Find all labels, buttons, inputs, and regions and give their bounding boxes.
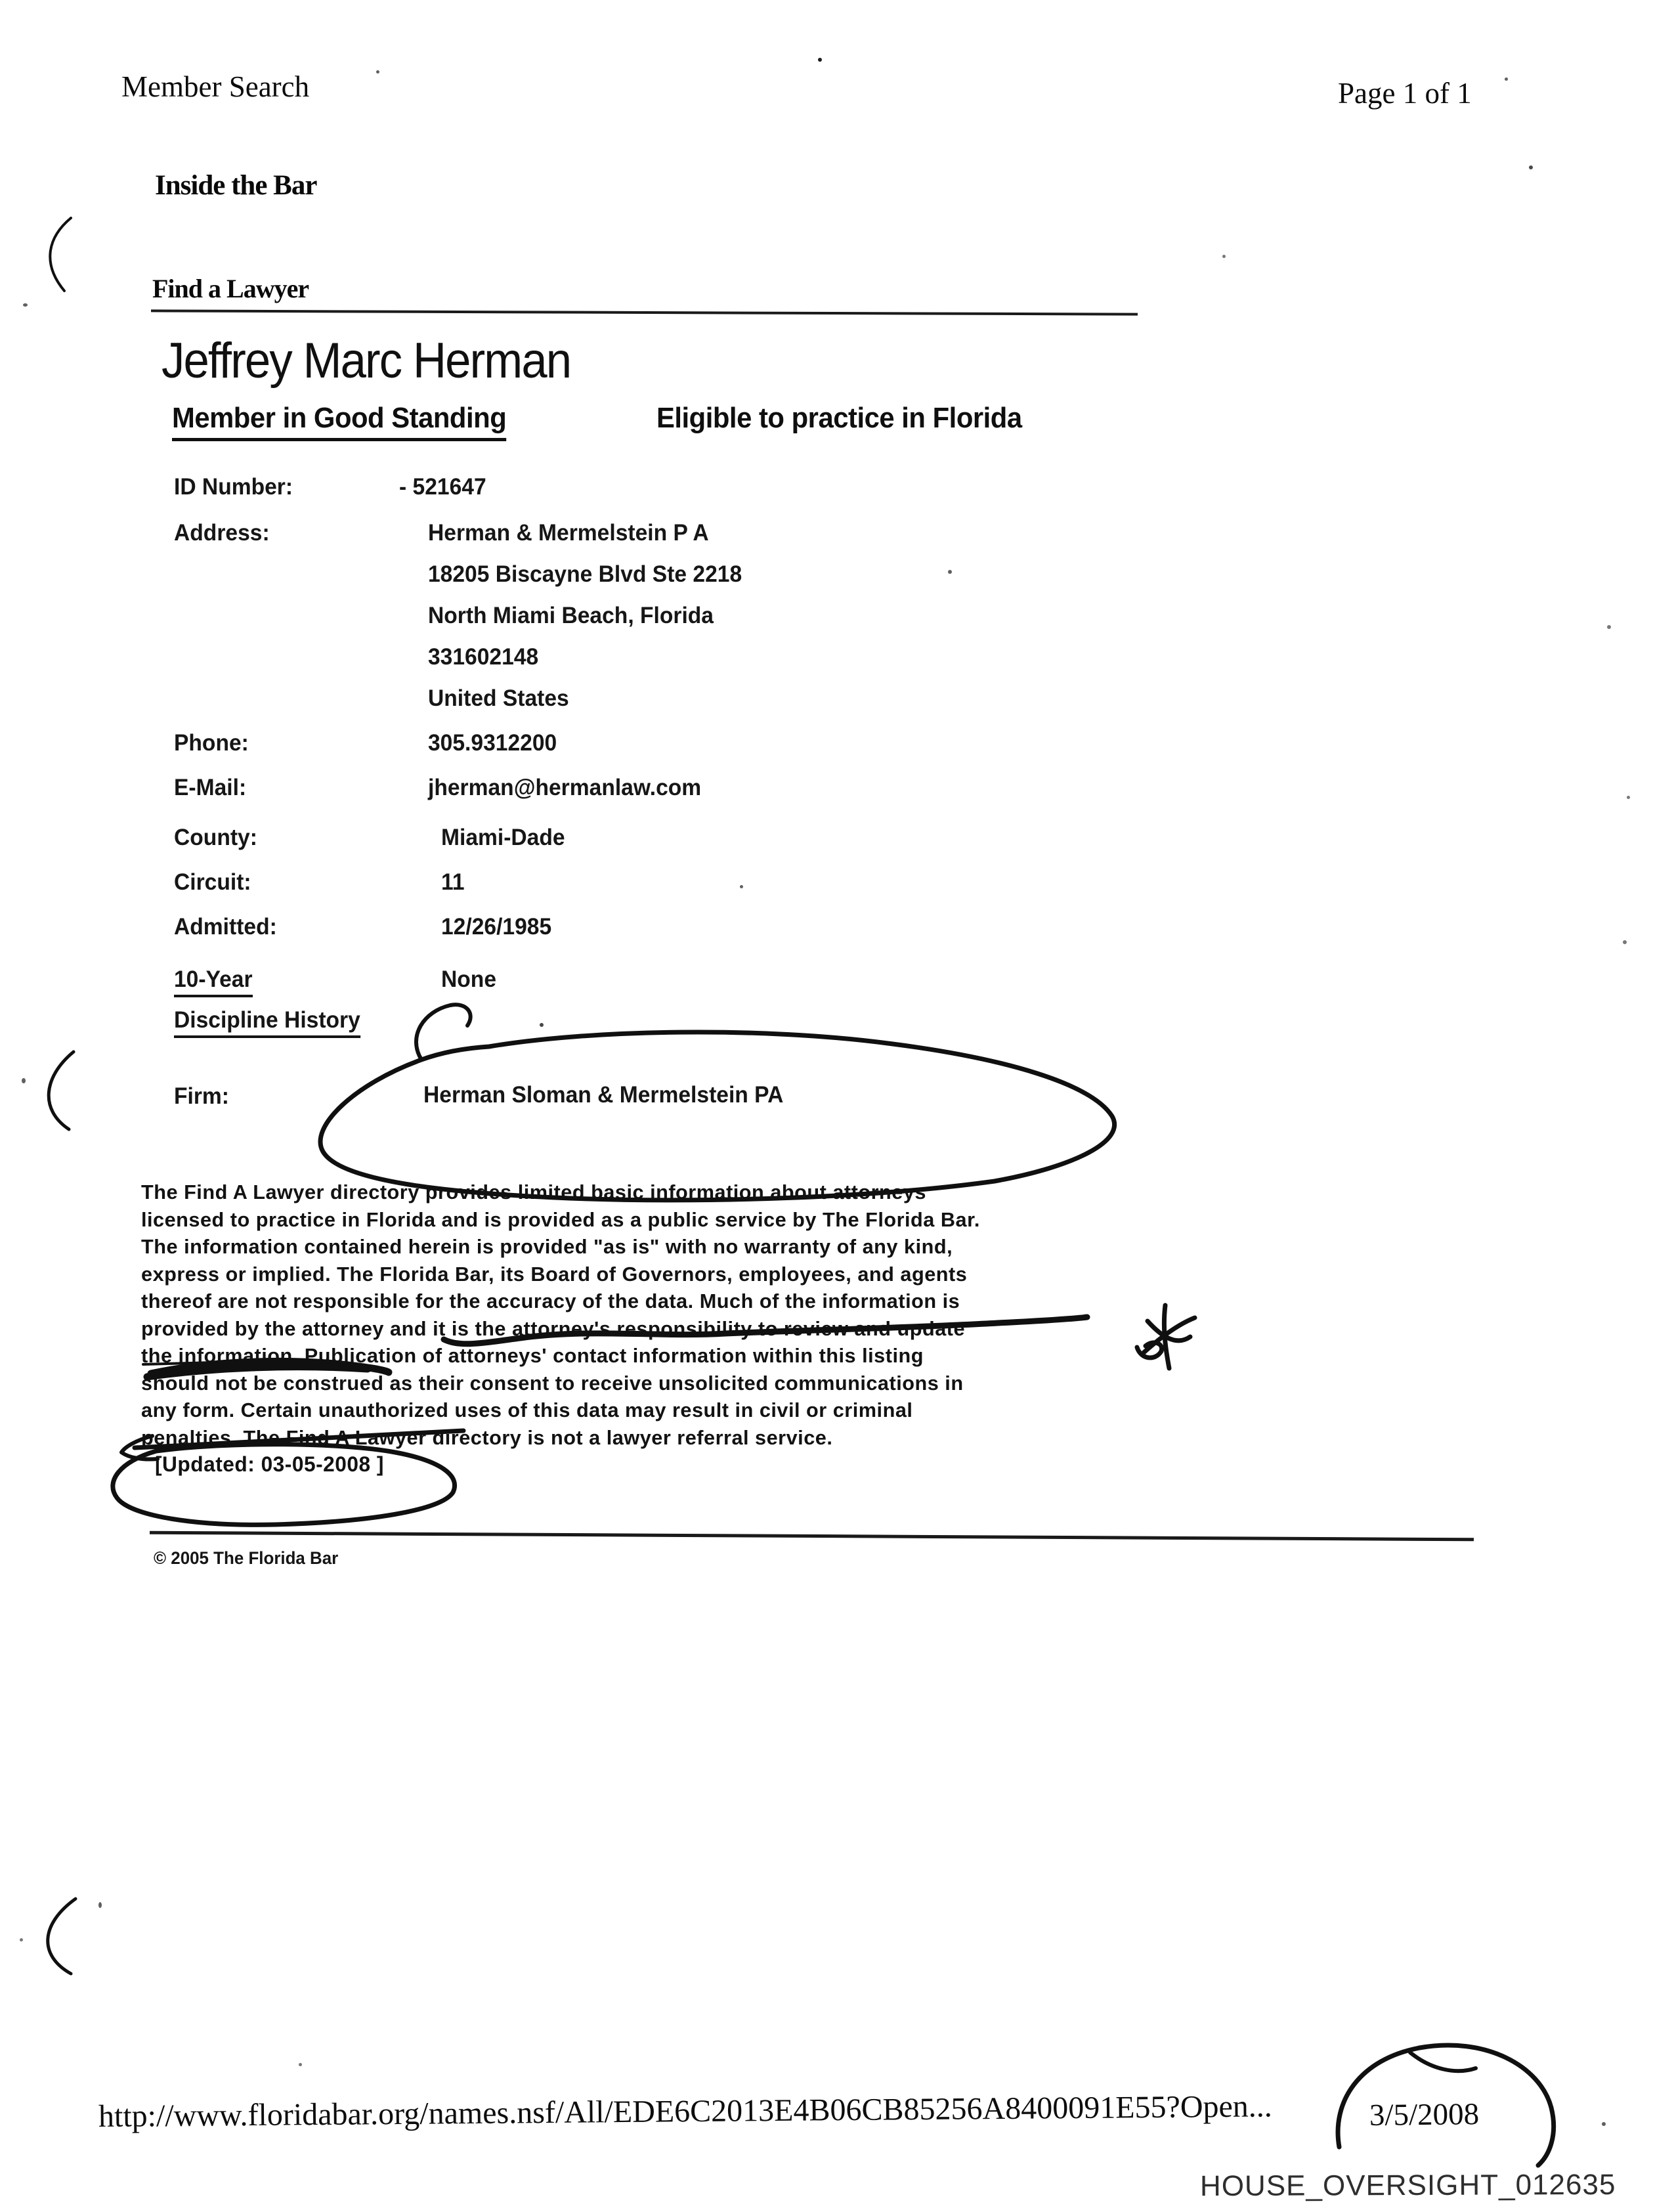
disclaimer-line: The Find A Lawyer directory provides limited basic information about attorneys [141,1181,926,1204]
field-value-circuit: 11 [441,869,465,895]
discipline-history-value: None [441,966,496,992]
field-label-email: E-Mail: [174,775,247,800]
member-name: Jeffrey Marc Herman [161,333,571,389]
asterisk-annotation [1137,1305,1195,1368]
field-label-phone: Phone: [174,730,249,756]
disclaimer-line: should not be construed as their consent to receive unsolicited communications in [141,1372,964,1395]
firm-value: Herman Sloman & Mermelstein PA [423,1082,784,1108]
field-label-circuit: Circuit: [174,869,251,895]
bates-number: HOUSE_OVERSIGHT_012635 [1199,2168,1616,2203]
disclaimer-line: provided by the attorney and it is the attorney's responsibility to review and update [141,1317,966,1340]
field-label-admitted: Admitted: [174,914,277,940]
field-label-county: County: [174,825,257,850]
field-label-address: Address: [174,520,270,546]
scan-noise-dot [1505,77,1508,81]
scan-noise-dot [1222,255,1226,258]
disclaimer-line: express or implied. The Florida Bar, its Board of Governors, employees, and agents [141,1263,968,1286]
disclaimer-line: any form. Certain unauthorized uses of this data may result in civil or criminal [141,1399,913,1421]
address-line: United States [428,685,569,711]
disclaimer-line: licensed to practice in Florida and is provided as a public service by The Florida Bar. [141,1208,980,1231]
section-divider-rule [151,309,1138,315]
scan-noise-dot [376,70,379,74]
scan-noise-dot [1627,796,1630,799]
field-value-county: Miami-Dade [441,825,565,850]
disclaimer-line: thereof are not responsible for the accuracy of the data. Much of the information is [141,1290,960,1312]
disclaimer-line: penalties. The Find A Lawyer directory is not a lawyer referral service. [141,1426,833,1449]
site-title: Inside the Bar [155,170,317,201]
scan-noise-dot [98,1902,102,1908]
scan-noise-dot [540,1023,544,1027]
scan-noise-dot [22,1078,26,1083]
scan-noise-dot [299,2063,302,2066]
document-url: http://www.floridabar.org/names.nsf/All/EDE6C2013E4B06CB85256A8400091E55?Open... [98,2089,1273,2134]
header-page-number: Page 1 of 1 [1338,77,1472,110]
standing-status: Member in Good Standing [172,402,506,441]
copyright-text: © 2005 The Florida Bar [154,1548,339,1568]
firm-label: Firm: [174,1083,229,1109]
discipline-history-label-line2: Discipline History [174,1007,360,1038]
scan-noise-dot [20,1938,23,1941]
address-line: North Miami Beach, Florida [428,603,714,628]
section-title: Find a Lawyer [152,274,309,303]
field-value-admitted: 12/26/1985 [441,914,552,940]
address-line: Herman & Mermelstein P A [428,520,709,546]
eligibility-status: Eligible to practice in Florida [656,402,1022,434]
binder-mark [48,1899,75,1974]
scan-noise-dot [740,885,743,888]
field-value-phone: 305.9312200 [428,730,557,756]
disclaimer-line: The information contained herein is provided "as is" with no warranty of any kind, [141,1235,953,1258]
scan-noise-dot [1623,940,1627,944]
address-line: 18205 Biscayne Blvd Ste 2218 [428,561,742,587]
field-label-id: ID Number: [174,474,293,500]
scan-noise-dot [1607,625,1611,629]
footer-divider-rule [150,1531,1474,1542]
updated-stamp: [Updated: 03-05-2008 ] [155,1452,384,1476]
header-member-search: Member Search [121,70,310,103]
discipline-history-label-line1: 10-Year [174,966,253,997]
disclaimer-line: the information. Publication of attorneys' contact information within this listing [141,1344,924,1367]
binder-mark [49,1052,74,1129]
field-value-email: jherman@hermanlaw.com [428,775,702,800]
address-line: 331602148 [428,644,539,670]
field-value-id: - 521647 [399,474,486,500]
scan-noise-dot [1602,2122,1606,2126]
scan-noise-dot [818,58,822,62]
scan-noise-dot [1529,165,1533,169]
scan-noise-dot [948,570,952,574]
binder-mark [50,218,71,291]
scan-noise-dot [23,303,28,307]
print-date: 3/5/2008 [1369,2097,1480,2133]
